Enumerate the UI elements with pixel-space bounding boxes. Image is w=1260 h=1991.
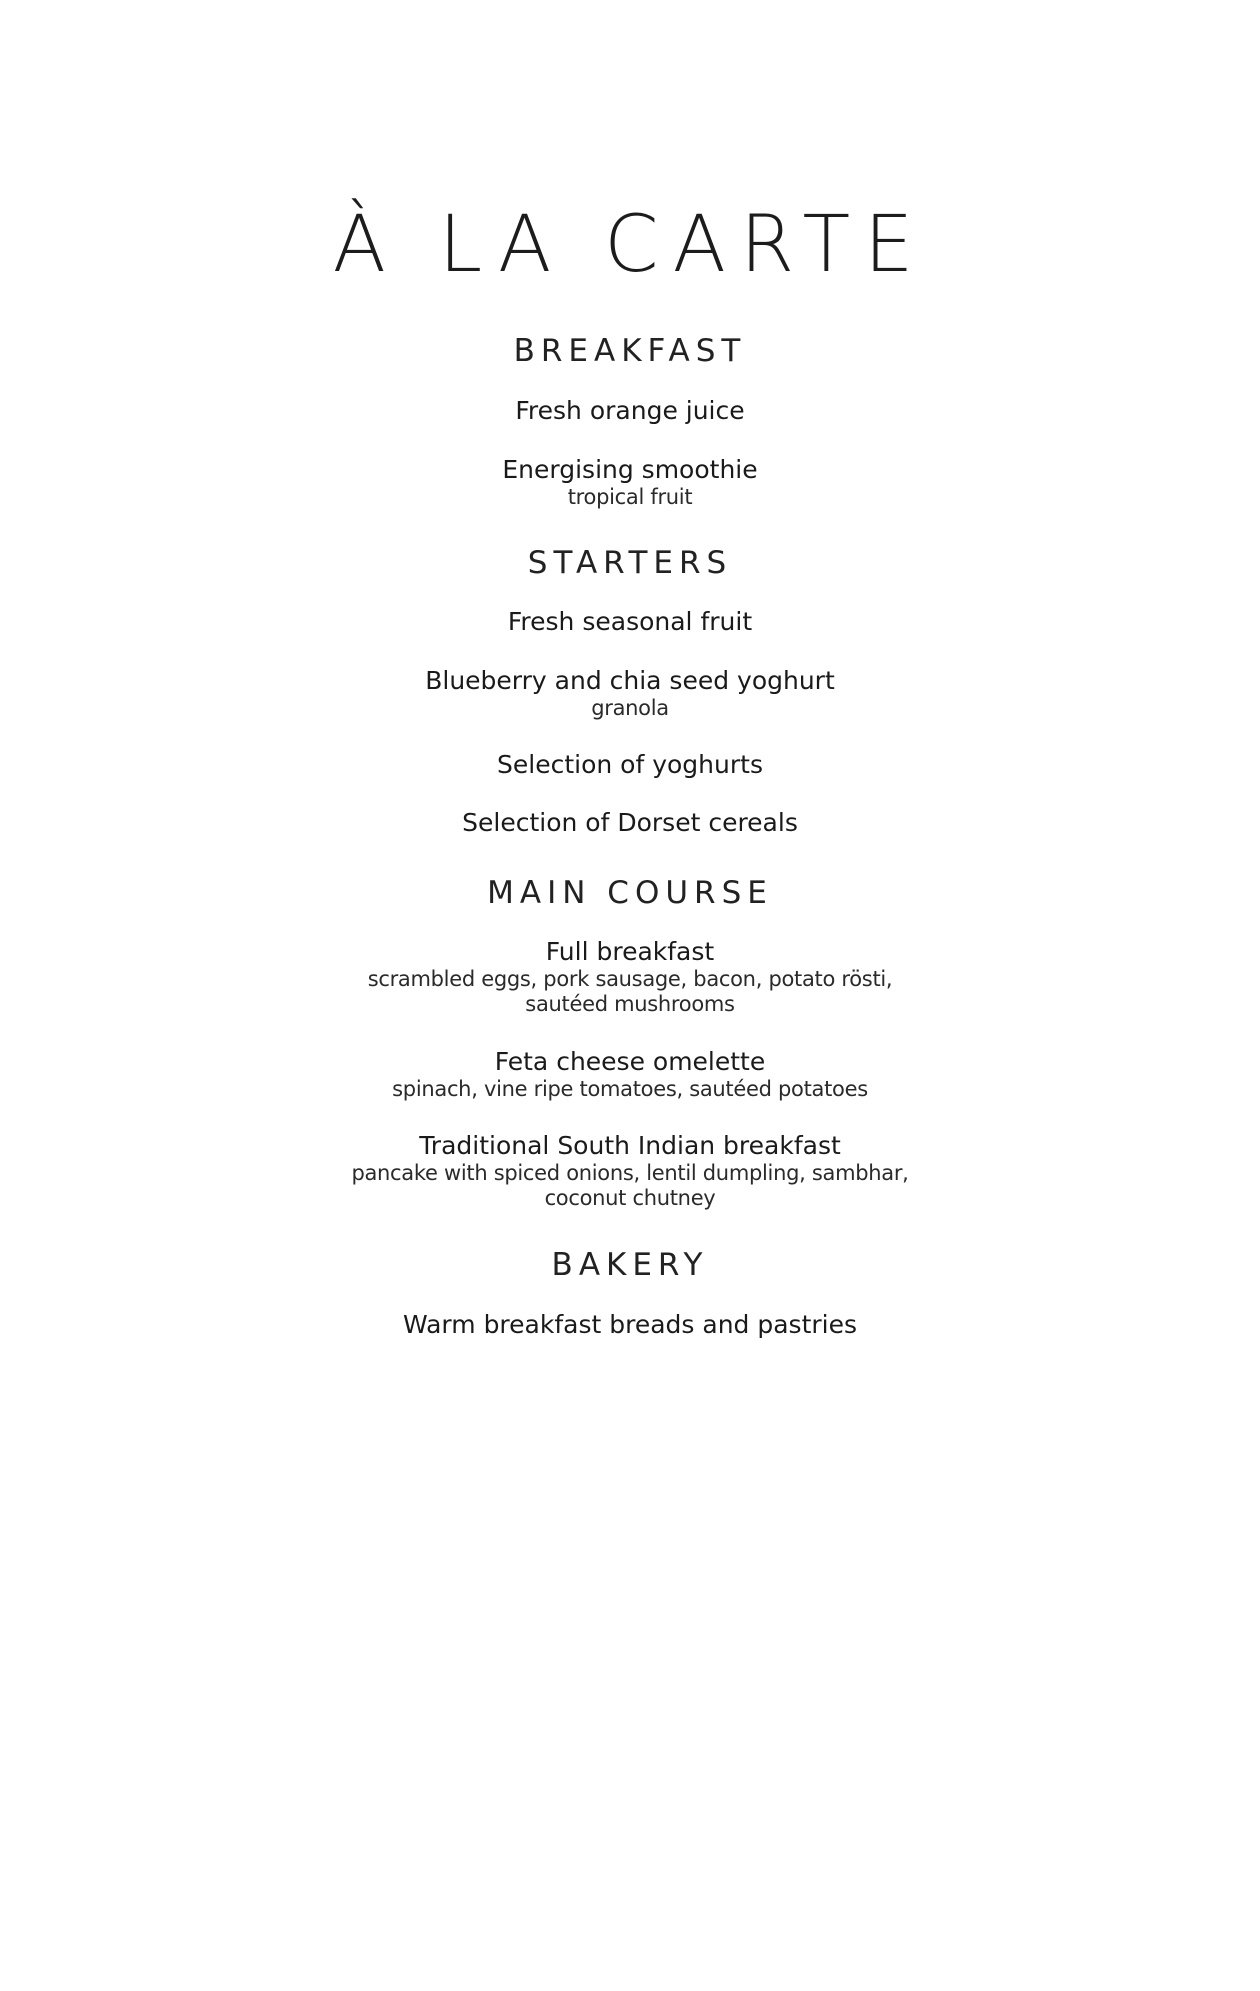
- menu-item-description: granola: [591, 696, 669, 720]
- section-heading-main-course: MAIN COURSE: [487, 875, 773, 911]
- menu-item: [0, 937, 1260, 1017]
- menu-item-name: Selection of Dorset cereals: [462, 808, 798, 837]
- menu-item: [0, 455, 1260, 510]
- menu-item-name: Feta cheese omelette: [494, 1047, 766, 1076]
- menu-item-name: Traditional South Indian breakfast: [419, 1131, 841, 1160]
- menu-item-description: scrambled eggs, pork sausage, bacon, potato rösti,: [367, 967, 893, 991]
- menu-item-description: pancake with spiced onions, lentil dumpling, sambhar,: [351, 1161, 909, 1185]
- menu-item-name: Blueberry and chia seed yoghurt: [425, 666, 835, 695]
- menu-item: [0, 666, 1260, 721]
- menu-item: [0, 808, 1260, 838]
- menu-item: [0, 1310, 1260, 1340]
- menu-item: [0, 1047, 1260, 1102]
- menu-item-name: Fresh seasonal fruit: [507, 607, 753, 636]
- menu-item-name: Selection of yoghurts: [497, 750, 763, 779]
- menu-item-name: Energising smoothie: [502, 455, 758, 484]
- menu-item-description: coconut chutney: [544, 1186, 716, 1210]
- menu-item-name: Fresh orange juice: [515, 396, 745, 425]
- section-heading-breakfast: BREAKFAST: [513, 333, 747, 369]
- menu-item: [0, 607, 1260, 637]
- menu-item-description: sautéed mushrooms: [525, 992, 735, 1016]
- menu-item: [0, 396, 1260, 426]
- section-heading-starters: STARTERS: [527, 545, 733, 581]
- menu-item-description: tropical fruit: [567, 485, 693, 509]
- menu-item: [0, 1131, 1260, 1211]
- menu-item-name: Full breakfast: [545, 937, 715, 966]
- menu-item-description: spinach, vine ripe tomatoes, sautéed potatoes: [392, 1077, 868, 1101]
- page-title: À LA CARTE: [332, 200, 928, 290]
- menu-item-name: Warm breakfast breads and pastries: [402, 1310, 858, 1339]
- section-heading-bakery: BAKERY: [551, 1247, 709, 1283]
- menu-item: [0, 750, 1260, 780]
